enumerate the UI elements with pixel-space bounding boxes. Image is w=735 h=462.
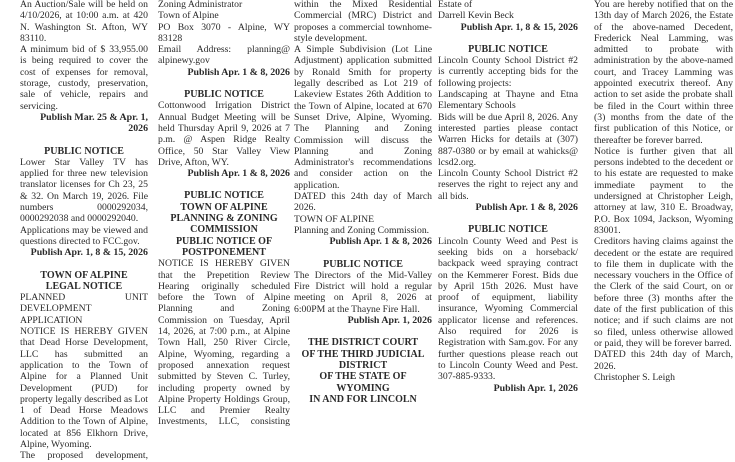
publish-dates: Publish Apr. 1, 8 & 15, 2026 — [30, 247, 148, 259]
notice-paragraph: Applications may be viewed and questions directed to FCC.gov. — [20, 224, 148, 247]
publish-dates: Publish Mar. 25 & Apr. 1, 2026 — [40, 111, 148, 135]
column-2 — [158, 0, 290, 428]
notice-paragraph: Lincoln County Weed and Pest is seeking bids on a horseback/ backpack weed spraying contract on the Kemmerer Forest. Bids due by April 15th 2026. Must have proof of equipment, liability insurance, Wyoming Commercial applicator license and references. Also required for 2026 is Registration with Sam.gov. For any further questions please reach out to Lincoln County Weed and Pest. 307-885-9333. — [438, 235, 578, 383]
notice-paragraph: NOTICE IS HEREBY GIVEN that the Prepetition Review Hearing originally scheduled before the Town of Alpine Planning and Zoning Commission on Tuesday, April 14, 2026, at 7:00 p.m., at Alpine Town Hall, 250 River Circle, Alpine, Wyoming, regarding a proposed annexation request submitted by Steven C. Turley, including property owned by Alpine Property Holdings Group, LLC and Premier Realty Investments, LLC, consisting — [158, 258, 290, 428]
notice-paragraph: Cottonwood Irrigation District Annual Budget Meeting will be held Thursday April 9, 2026 at 7 p.m. @ Aspen Ridge Realty Office, 50 Star Valley View Drive, Afton, WY. — [158, 100, 290, 168]
publish-dates: Publish Apr. 1 & 8, 2026 — [475, 202, 578, 214]
notice-heading: COMMISSION — [190, 224, 258, 236]
spacer — [158, 78, 290, 89]
notice-paragraph: Estate of — [438, 0, 473, 10]
notice-paragraph: Email Address: planning@ alpinewy.gov — [158, 44, 290, 67]
notice-paragraph: Zoning Administrator — [158, 0, 243, 10]
notice-heading: PUBLIC NOTICE — [184, 89, 264, 101]
notice-paragraph: A minimum bid of $ 33,955.00 is being required to cover the cost of expenses for removal, storage, custody, preservation, sale of vehicle, repairs and servicing. — [20, 44, 148, 112]
notice-heading: THE DISTRICT COURT — [307, 337, 419, 349]
notice-paragraph: DATED this 24th day of March, 2026. — [594, 349, 733, 372]
notice-heading: IN AND FOR LINCOLN — [309, 393, 417, 405]
notice-heading: OF THE STATE OF WYOMING — [319, 371, 407, 394]
notice-paragraph: DATED this 24th day of March 2026. — [294, 191, 432, 214]
notice-heading: PUBLIC NOTICE — [184, 190, 264, 202]
spacer — [158, 179, 290, 190]
notice-paragraph: Christopher S. Leigh — [594, 371, 675, 383]
notice-paragraph: Notice is further given that all persons indebted to the decedent or to his estate are requested to make immediate payment to the undersigned at Christopher Leigh, attorney at law, 310 E. Broadway, P.O. Box 1094, Jackson, Wyoming 83001. — [594, 145, 733, 236]
notice-heading: POSTPONEMENT — [182, 246, 266, 258]
notice-paragraph: An Auction/Sale will be held on 4/10/2026, at 10:00 a.m. at 420 N. Washington St. Afton, WY 83110. — [20, 0, 148, 44]
notice-paragraph: Darrell Kevin Beck — [438, 10, 514, 22]
notice-heading: OF THE THIRD JUDICIAL — [301, 348, 425, 360]
spacer — [438, 213, 578, 224]
column-1 — [20, 0, 148, 462]
publish-dates: Publish Apr. 1 & 8, 2026 — [187, 66, 290, 78]
notice-paragraph: Bids will be due April 8, 2026. Any interested parties please contact Warren Hicks for details at (307) 887-0380 or by email at wahicks@ lcsd2.org. — [438, 111, 578, 168]
publish-dates: Publish Apr. 1 & 8, 2026 — [187, 168, 290, 180]
notice-paragraph: You are hereby notified that on the 13th day of March 2026, the Estate of the above-named Decedent, Frederick Neal Lamming, was admitted to probate with administration by the above-named court, and Tracey Lamming was appointed executrix thereof. Any action to set aside the probate shall be filed in the Court within three (3) months from the date of the first publication of this Notice, or thereafter be forever barred. — [594, 0, 733, 146]
notice-paragraph: NOTICE IS HEREBY GIVEN that Dead Horse Development, LLC has submitted an application to the Town of Alpine for a Planned Unit Development (PUD) for property legally described as Lot 1 of Dead Horse Meadows Addition to the Town of Alpine, located at 856 Elkhorn Drive, Alpine, Wyoming. — [20, 326, 148, 450]
notice-paragraph: TOWN OF ALPINE — [294, 213, 375, 225]
spacer — [294, 248, 432, 259]
publish-dates: Publish Apr. 1, 2026 — [347, 315, 432, 327]
notice-paragraph: A Simple Subdivision (Lot Line Adjustment) application submitted by Ronald Smith for property legally described as Lot 219 of Lakeview Estates 26th Addition to the Town of Alpine, located at 670 Sunset Drive, Alpine, Wyoming. The Planning and Zoning Commission will discuss the Planning and Zoning Administrator's recommendations and consider action on the application. — [294, 44, 432, 191]
column-4 — [438, 0, 578, 394]
notice-heading: LEGAL NOTICE — [45, 280, 123, 292]
notice-heading: PUBLIC NOTICE OF — [175, 235, 273, 247]
notice-paragraph: Landscaping at Thayne and Etna Elementary Schools — [438, 89, 578, 112]
notice-paragraph: Creditors having claims against the decedent or the estate are required to file them in duplicate with the necessary vouchers in the Office of the Clerk of the said Court, on or before three (3) months after the date of the first publication of this notice; and if such claims are not so filed, unless otherwise allowed or paid, they will be forever barred. — [594, 236, 733, 349]
column-3 — [294, 0, 432, 405]
notice-heading: TOWN OF ALPINE — [40, 269, 128, 281]
notice-heading: PUBLIC NOTICE — [323, 258, 403, 270]
notice-heading: DISTRICT — [338, 359, 388, 371]
notice-heading: PUBLIC NOTICE — [468, 43, 548, 55]
spacer — [438, 33, 578, 44]
notice-paragraph: Planning and Zoning Commission. — [294, 224, 430, 236]
publish-dates: Publish Apr. 1, 2026 — [493, 382, 578, 394]
notice-paragraph: within the Mixed Residential Commercial (MRC) District and proposes a commercial townhome-style development. — [294, 0, 432, 44]
notice-heading: PUBLIC NOTICE — [468, 224, 548, 236]
notice-heading: TOWN OF ALPINE — [180, 201, 268, 213]
spacer — [20, 135, 148, 146]
notice-heading: PUBLIC NOTICE — [44, 145, 124, 157]
notice-paragraph: PO Box 3070 - Alpine, WY 83128 — [158, 21, 290, 44]
notice-paragraph: Town of Alpine — [158, 10, 219, 22]
notice-paragraph: PLANNED UNIT DEVELOPMENT APPLICATION — [20, 292, 148, 326]
spacer — [294, 326, 432, 337]
notice-paragraph: Lincoln County School District #2 reserves the right to reject any and all bids. — [438, 168, 578, 202]
notice-paragraph: Lower Star Valley TV has applied for three new television translator licenses for Ch 23, 25 & 32. On March 19, 2026. File numbers 0000292034, 0000292038 and 0000292040. — [20, 156, 148, 225]
notice-paragraph: The Directors of the Mid-Valley Fire District will hold a regular meeting on April 8, 2026 at 6:00PM at the Thayne Fire Hall. — [294, 269, 432, 315]
notice-paragraph: The proposed development, — [20, 450, 148, 462]
notice-heading: PLANNING & ZONING — [170, 213, 278, 225]
publish-dates: Publish Apr. 1, 8 & 15, 2026 — [460, 21, 578, 33]
column-5 — [594, 0, 733, 383]
publish-dates: Publish Apr. 1 & 8, 2026 — [329, 236, 432, 248]
notice-paragraph: Lincoln County School District #2 is currently accepting bids for the following projects: — [438, 55, 578, 89]
spacer — [20, 259, 148, 270]
